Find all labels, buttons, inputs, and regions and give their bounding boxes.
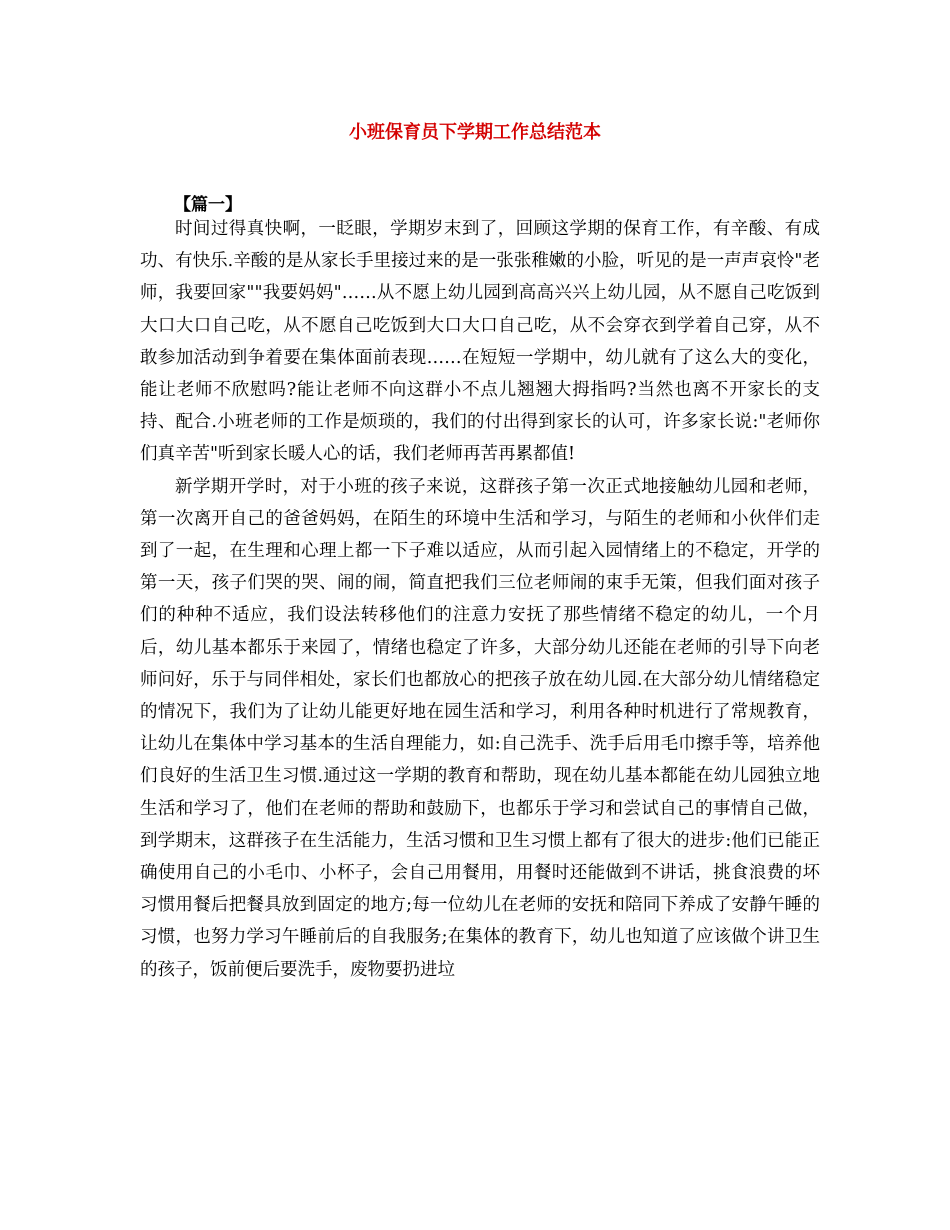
document-body — [140, 213, 820, 986]
section-label: 【篇一】 — [174, 195, 242, 215]
paragraph: 时间过得真快啊，一眨眼，学期岁末到了，回顾这学期的保育工作，有辛酸、有成功、有快乐.辛酸的是从家长手里接过来的是一张张稚嫩的小脸，听见的是一声声哀怜"老师，我要回家""我要妈妈"……从不愿上幼儿园到高高兴兴上幼儿园，从不愿自己吃饭到大口大口自己吃，从不愿自己吃饭到大口大口自己吃，从不会穿衣到学着自己穿，从不敢参加活动到争着要在集体面前表现……在短短一学期中，幼儿就有了这么大的变化，能让老师不欣慰吗?能让老师不向这群小不点儿翘翘大拇指吗?当然也离不开家长的支持、配合.小班老师的工作是烦琐的，我们的付出得到家长的认可，许多家长说:"老师你们真辛苦"听到家长暖人心的话，我们老师再苦再累都值! — [140, 219, 820, 465]
document-title: 小班保育员下学期工作总结范本 — [349, 122, 601, 143]
paragraph: 新学期开学时，对于小班的孩子来说，这群孩子第一次正式地接触幼儿园和老师，第一次离开自己的爸爸妈妈，在陌生的环境中生活和学习，与陌生的老师和小伙伴们走到了一起，在生理和心理上都一下子难以适应，从而引起入园情绪上的不稳定，开学的第一天，孩子们哭的哭、闹的闹，简直把我们三位老师闹的束手无策，但我们面对孩子们的种种不适应，我们设法转移他们的注意力安抚了那些情绪不稳定的幼儿，一个月后，幼儿基本都乐于来园了，情绪也稳定了许多，大部分幼儿还能在老师的引导下向老师问好，乐于与同伴相处，家长们也都放心的把孩子放在幼儿园.在大部分幼儿情绪稳定的情况下，我们为了让幼儿能更好地在园生活和学习，利用各种时机进行了常规教育，让幼儿在集体中学习基本的生活自理能力，如:自己洗手、洗手后用毛巾擦手等，培养他们良好的生活卫生习惯.通过这一学期的教育和帮助，现在幼儿基本都能在幼儿园独立地生活和学习了，他们在老师的帮助和鼓励下，也都乐于学习和尝试自己的事情自己做，到学期末，这群孩子在生活能力，生活习惯和卫生习惯上都有了很大的进步:他们已能正确使用自己的小毛巾、小杯子，会自己用餐用，用餐时还能做到不讲话，挑食浪费的坏习惯用餐后把餐具放到固定的地方;每一位幼儿在老师的安抚和陪同下养成了安静午睡的习惯，也努力学习午睡前后的自我服务;在集体的教育下，幼儿也知道了应该做个讲卫生的孩子，饭前便后要洗手，废物要扔进垃 — [140, 476, 820, 980]
